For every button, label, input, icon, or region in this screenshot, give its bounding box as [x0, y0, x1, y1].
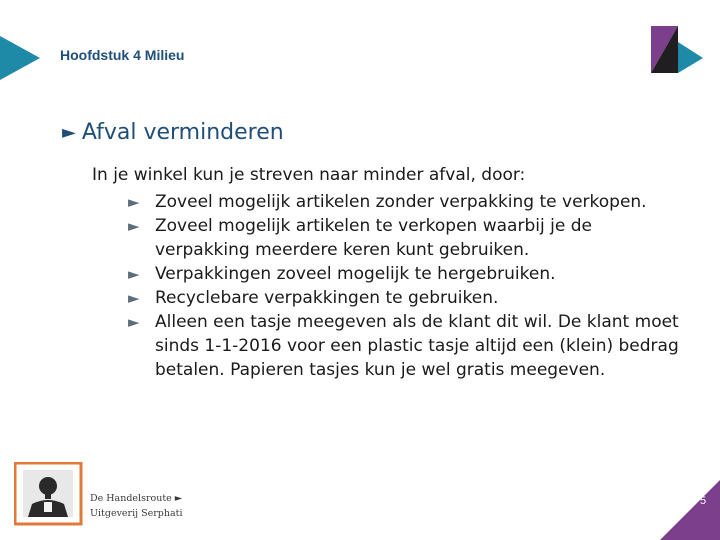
bullet-arrow-icon: ►	[128, 265, 140, 283]
bullet-text: Alleen een tasje meegeven als de klant dit wil. De klant moet sinds 1-1-2016 voor een plastic tasje altijd een (klein) bedrag betalen. Papieren tasjes kun je wel gratis meegeven.	[155, 312, 679, 380]
heading-text: Afval verminderen	[81, 120, 284, 145]
portrait-logo-icon	[14, 462, 84, 526]
bullet-arrow-icon: ►	[128, 193, 140, 211]
page-number: 5	[700, 495, 707, 507]
bullet-list	[128, 190, 688, 382]
intro-text: In je winkel kun je streven naar minder afval, door:	[92, 165, 526, 185]
emblem-teal-shape	[678, 42, 703, 73]
bullet-arrow-icon: ►	[128, 313, 140, 331]
left-arrow-shape	[0, 36, 40, 80]
bullet-text: Recyclebare verpakkingen te gebruiken.	[155, 288, 499, 308]
bullet-text: Verpakkingen zoveel mogelijk te hergebruiken.	[155, 264, 556, 284]
list-item	[128, 286, 688, 310]
logo-line-2: Uitgeverij Serphati	[90, 508, 183, 519]
bullet-arrow-icon: ►	[128, 289, 140, 307]
chapter-title: Hoofdstuk 4 Milieu	[60, 47, 185, 63]
heading-arrow-icon: ►	[62, 122, 76, 143]
publisher-logo	[8, 462, 183, 530]
slide-heading	[62, 120, 284, 145]
logo-line-1: De Handelsroute ►	[90, 493, 183, 504]
list-item	[128, 310, 688, 382]
bullet-text: Zoveel mogelijk artikelen zonder verpakking te verkopen.	[155, 192, 647, 212]
bullet-text: Zoveel mogelijk artikelen te verkopen waarbij je de verpakking meerdere keren kunt gebruiken.	[155, 216, 592, 260]
list-item	[128, 214, 688, 262]
list-item	[128, 262, 688, 286]
list-item	[128, 190, 688, 214]
corner-shape	[660, 480, 720, 540]
bullet-arrow-icon: ►	[128, 217, 140, 235]
